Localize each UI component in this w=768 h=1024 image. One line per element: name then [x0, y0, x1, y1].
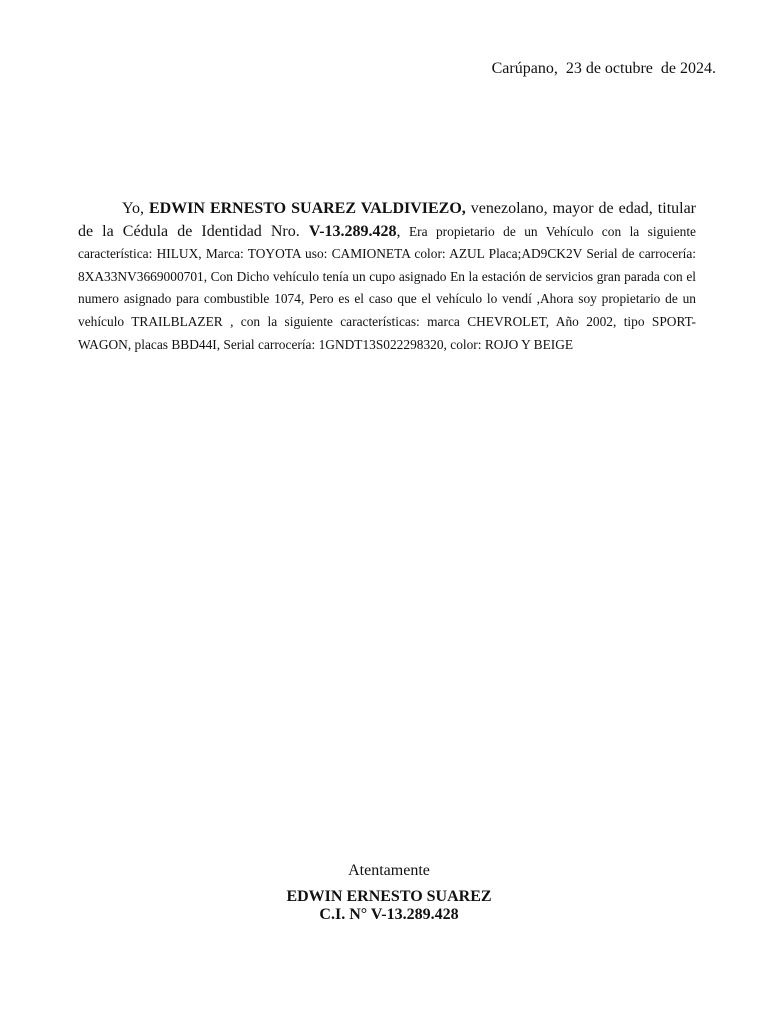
declarant-id-number: V-13.289.428 — [308, 222, 397, 240]
body-intro: Yo, — [122, 200, 149, 217]
date-line: Carúpano, 23 de octubre de 2024. — [491, 60, 716, 77]
declaration-paragraph — [78, 198, 696, 356]
signature-block — [0, 888, 768, 924]
signature-name: EDWIN ERNESTO SUAREZ — [286, 888, 492, 905]
body-vehicle-details: Era propietario de un Vehículo con la siguiente característica: HILUX, Marca: TOYOTA uso: CAMIONETA color: AZUL Placa;AD9CK2V Serial de carrocería: 8XA33NV3669000701, Con Dicho vehículo tenía un cupo asignado En la estación de servicios gran parada con el numero asignado para combustible 1074, Pero es el caso que el vehículo lo vendí ,Ahora soy propietario de un vehículo TRAILBLAZER , con la siguiente características: marca CHEVROLET, Año 2002, tipo SPORT-WAGON, placas BBD44I, Serial carrocería: 1GNDT13S022298320, color: ROJO Y BEIGE — [78, 223, 697, 352]
signature-id: C.I. N° V-13.289.428 — [319, 906, 459, 923]
body-nationality-text: venezolano, mayor de edad, titular de la Cédula de Identidad Nro. — [78, 200, 697, 240]
body-comma: , — [396, 222, 401, 240]
closing-salutation: Atentamente — [348, 862, 430, 879]
declarant-name: EDWIN ERNESTO SUAREZ VALDIVIEZO, — [148, 200, 466, 217]
